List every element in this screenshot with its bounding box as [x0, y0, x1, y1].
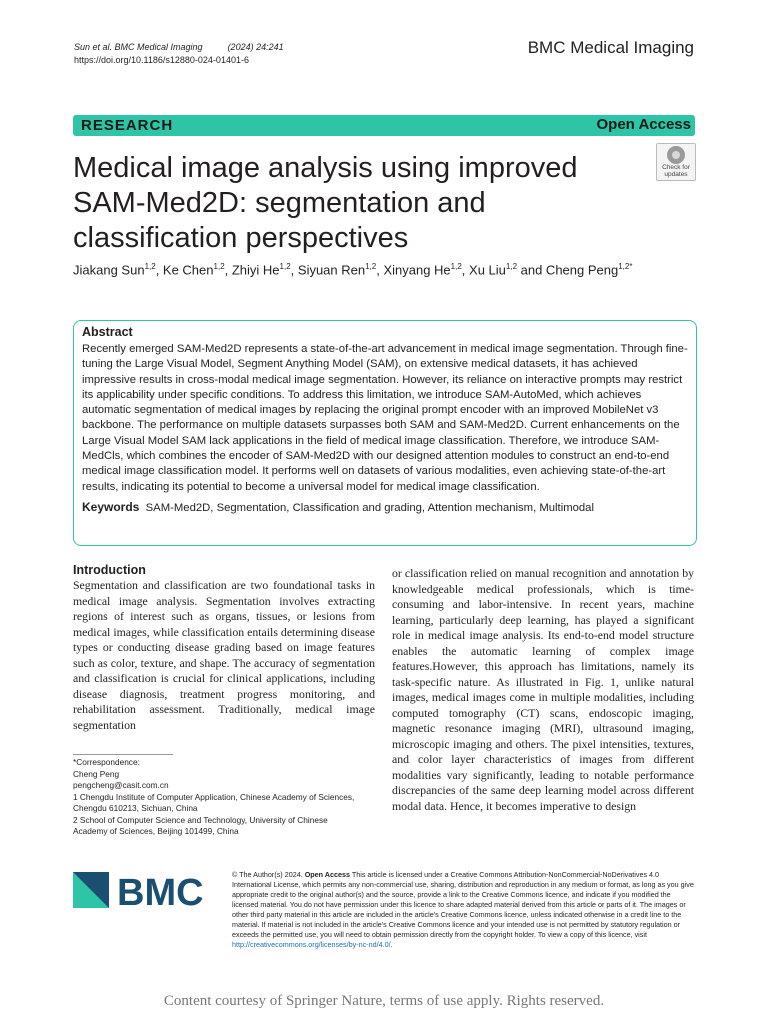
check-updates-line1: Check for	[662, 164, 690, 171]
citation-line: Sun et al. BMC Medical Imaging (2024) 24:241	[74, 42, 284, 52]
courtesy-notice: Content courtesy of Springer Nature, terms of use apply. Rights reserved.	[163, 993, 605, 1009]
abstract-heading: Abstract	[82, 325, 133, 339]
license-text: © The Author(s) 2024. Open Access This article is licensed under a Creative Commons Attribution-NonCommercial-NoDerivatives 4.0 International License, which permits any non-commercial use, sharing, distribution and reproduction in any medium or format, as long as you give appropriate credit to the original author(s) and the source, provide a link to the Creative Commons licence, and indicate if you modified the licensed material. You do not have permission under this licence to share adapted material derived from this article or parts of it. The images or other third party material in this article are included in the article's Creative Commons licence, unless indicated otherwise in a credit line to the material. If material is not included in the article's Creative Commons licence and your intended use is not permitted by statutory regulation or exceeds the permitted use, you will need to obtain permission directly from the copyright holder. To view a copy of this licence, visit http://creativecommons.org/licenses/by-nc-nd/4.0/.	[232, 870, 694, 949]
intro-right-column: or classification relied on manual recognition and annotation by knowledgeable medical professionals, which is time-consuming and labor-intensive. In recent years, machine learning, particularly deep learning, has played a significant role in medical image analysis. Its end-to-end model structure enables the automatic learning of complex image features.However, this approach has limitations, namely its task-specific nature. As illustrated in Fig. 1, unlike natural images, medical images come in multiple modalities, including computed tomography (CT) scans, endoscopic imaging, magnetic resonance imaging (MRI), ultrasound imaging, microscopic imaging and others. The pixel intensities, textures, and color layer characteristics of images from different modalities vary significantly, leading to notable performance discrepancies of the same deep learning model across different modal data. Hence, it becomes imperative to design	[392, 566, 694, 813]
correspondence-name: Cheng Peng	[73, 768, 120, 779]
bmc-logo	[73, 872, 213, 912]
license-link[interactable]: http://creativecommons.org/licenses/by-nc-nd/4.0/	[232, 940, 391, 949]
keywords	[82, 500, 688, 514]
affiliation-1: 1 Chengdu Institute of Computer Application, Chinese Academy of Sciences, Chengdu 610213, Sichuan, China	[73, 791, 355, 813]
check-updates-badge[interactable]	[656, 143, 696, 181]
citation	[74, 41, 284, 67]
author-list: Jiakang Sun$^{1,2}$, Ke Chen$^{1,2}$, Zhiyi He$^{1,2}$, Siyuan Ren$^{1,2}$, Xinyang He$^{1,2}$, Xu Liu$^{1,2}$ and Cheng Peng$^{1,2*}$	[73, 262, 633, 278]
footnotes	[73, 757, 363, 838]
abstract-text: Recently emerged SAM-Med2D represents a state-of-the-art advancement in medical image segmentation. Through fine-tuning the Large Visual Model, Segment Anything Model (SAM), on extensive medical datasets, it has achieved impressive results in cross-modal medical image segmentation. However, its reliance on interactive prompts may restrict its applicability under specific conditions. To address this limitation, we introduce SAM-AutoMed, which achieves automatic segmentation of medical images by replacing the original prompt encoder with an improved MobileNet v3 backbone. The performance on multiple datasets surpasses both SAM and SAM-Med2D. Current enhancements on the Large Visual Model SAM lack applications in the field of medical image classification. Therefore, we introduce SAM-MedCls, which combines the encoder of SAM-Med2D with our designed attention modules to construct an end-to-end medical image classification model. It performs well on datasets of various modalities, even achieving state-of-the-art results, indicating its potential to become a universal model for medical image classification.	[82, 343, 688, 493]
abstract-box	[73, 320, 697, 546]
license-prefix: © The Author(s) 2024.	[232, 870, 303, 879]
keywords-label: Keywords	[82, 499, 140, 514]
license-open-access: Open Access	[304, 870, 350, 879]
correspondence-email[interactable]: pengcheng@casit.com.cn	[73, 780, 169, 790]
doi-link[interactable]: https://doi.org/10.1186/s12880-024-01401-6	[74, 55, 249, 65]
footnote-rule	[73, 754, 173, 755]
license-body: This article is licensed under a Creative Commons Attribution-NonCommercial-NoDerivatives 4.0 International License, which permits any non-commercial use, sharing, distribution and reproduction in any medium or format, as long as you give appropriate credit to the original author(s) and the source, provide a link to the Creative Commons licence, and indicate if you modified the licensed material. You do not have permission under this licence to share adapted material derived from this article or parts of it. The images or other third party material in this article are included in the article's Creative Commons licence, unless indicated otherwise in a credit line to the material. If material is not included in the article's Creative Commons licence and your intended use is not permitted by statutory regulation or exceeds the permitted use, you will need to obtain permission directly from the copyright holder. To view a copy of this licence, visit	[232, 870, 694, 939]
correspondence-label: *Correspondence:	[73, 757, 140, 767]
check-updates-icon	[667, 146, 685, 164]
article-type: RESEARCH	[81, 117, 174, 134]
bmc-logo-text: BMC	[117, 872, 204, 912]
journal-name: BMC Medical Imaging	[527, 38, 694, 57]
open-access-label: Open Access	[596, 116, 691, 133]
intro-heading: Introduction	[73, 563, 146, 577]
intro-left-column: Segmentation and classification are two foundational tasks in medical image analysis. Segmentation involves extracting regions of interest such as organs, tissues, or lesions from medical images, while classification entails determining disease types or conducting disease grading based on image features such as color, texture, and shape. The accuracy of segmentation and classification is crucial for clinical applications, including disease diagnosis, treatment progress monitoring, and rehabilitation assessment. Traditionally, medical image segmentation	[73, 578, 375, 732]
article-type-banner	[73, 115, 695, 136]
article-title: Medical image analysis using improved SAM-Med2D: segmentation and classification perspectives	[73, 152, 578, 254]
check-updates-line2: updates	[664, 171, 688, 178]
affiliation-2: 2 School of Computer Science and Technology, University of Chinese Academy of Sciences, Beijing 101499, China	[73, 814, 328, 836]
keywords-list: SAM-Med2D, Segmentation, Classification and grading, Attention mechanism, Multimodal	[145, 501, 594, 514]
